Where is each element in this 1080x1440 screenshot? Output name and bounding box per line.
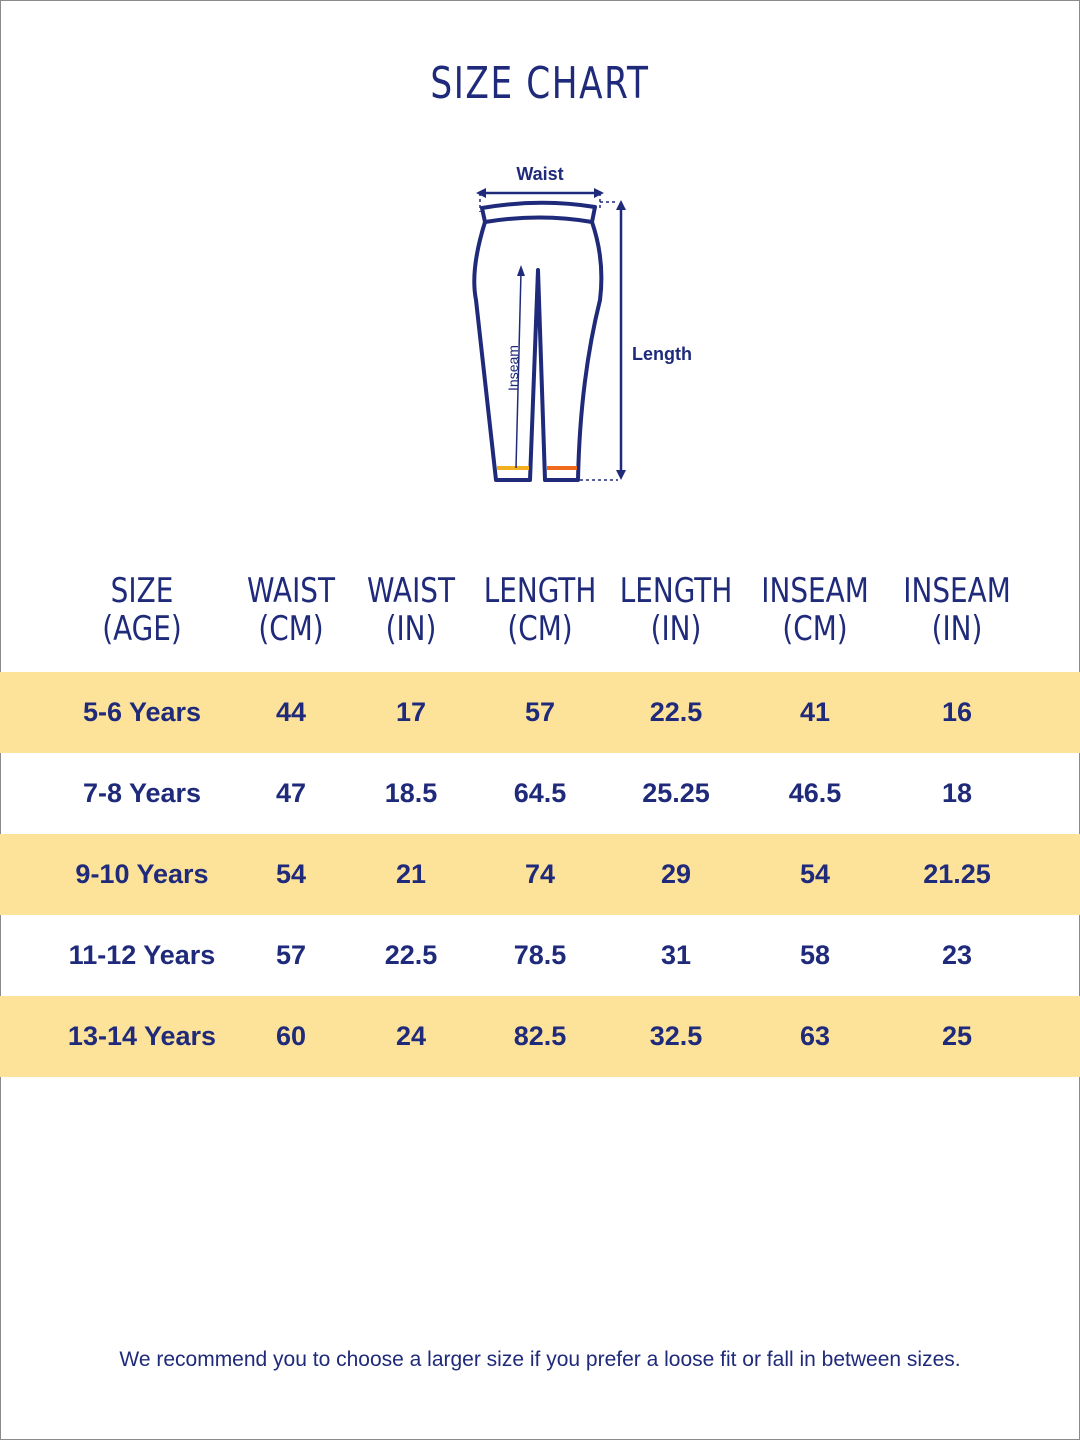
- cell-waist-cm: 44: [275, 697, 307, 727]
- header-line: SIZE: [110, 571, 174, 611]
- cell-waist-in: 24: [395, 1021, 427, 1051]
- cell-inseam-cm: 41: [799, 697, 831, 727]
- page-title: SIZE CHART: [430, 58, 650, 109]
- pants-diagram: [440, 150, 740, 500]
- cell-length-in: 25.25: [642, 778, 710, 808]
- length-arrowhead-bottom: [616, 470, 626, 480]
- cell-length-in: 29: [660, 859, 692, 889]
- inseam-arrowhead: [517, 265, 525, 276]
- waist-label: Waist: [516, 164, 564, 184]
- header-line: LENGTH: [483, 571, 597, 611]
- waist-arrowhead-left: [476, 188, 486, 198]
- length-arrowhead-top: [616, 200, 626, 210]
- cell-size: 13-14 Years: [67, 1021, 217, 1051]
- header-line: WAIST: [246, 571, 336, 611]
- size-table-body: [0, 672, 1080, 1077]
- pants-illustration: [440, 150, 740, 500]
- cell-waist-cm: 47: [275, 778, 307, 808]
- table-row: [0, 753, 1080, 834]
- header-line: INSEAM: [903, 571, 1011, 611]
- cell-length-in: 22.5: [649, 697, 703, 727]
- cell-waist-in: 18.5: [384, 778, 438, 808]
- cell-size: 5-6 Years: [82, 697, 202, 727]
- header-line: (IN): [931, 609, 983, 649]
- header-waist-cm: [234, 572, 349, 648]
- header-length-cm: [483, 572, 598, 648]
- header-line: (CM): [782, 609, 848, 649]
- cell-size: 9-10 Years: [75, 859, 209, 889]
- waistband: [482, 203, 595, 222]
- cell-length-cm: 64.5: [513, 778, 567, 808]
- header-waist-in: [354, 572, 469, 648]
- header-line: WAIST: [366, 571, 456, 611]
- table-row: [0, 834, 1080, 915]
- cell-waist-in: 22.5: [384, 940, 438, 970]
- header-length-in: [619, 572, 734, 648]
- cell-waist-cm: 57: [275, 940, 307, 970]
- header-line: LENGTH: [619, 571, 733, 611]
- fit-recommendation-note: We recommend you to choose a larger size if you prefer a loose fit or fall in between sizes.: [119, 1348, 961, 1371]
- header-size: [85, 572, 200, 648]
- header-line: (CM): [258, 609, 324, 649]
- cell-waist-cm: 54: [275, 859, 307, 889]
- table-row: [0, 996, 1080, 1077]
- cell-inseam-in: 16: [941, 697, 973, 727]
- header-line: (IN): [650, 609, 702, 649]
- cell-length-in: 31: [660, 940, 692, 970]
- cell-inseam-in: 23: [941, 940, 973, 970]
- header-inseam-cm: [758, 572, 873, 648]
- cell-inseam-cm: 58: [799, 940, 831, 970]
- header-line: (IN): [385, 609, 437, 649]
- cell-size: 7-8 Years: [82, 778, 202, 808]
- cell-waist-cm: 60: [275, 1021, 307, 1051]
- header-line: (AGE): [102, 609, 182, 649]
- cell-waist-in: 21: [395, 859, 427, 889]
- waist-arrowhead-right: [594, 188, 604, 198]
- table-row: [0, 672, 1080, 753]
- cell-inseam-cm: 63: [799, 1021, 831, 1051]
- pants-outline: [474, 222, 601, 480]
- cell-length-in: 32.5: [649, 1021, 703, 1051]
- table-header: [0, 572, 1080, 658]
- cell-size: 11-12 Years: [68, 940, 216, 970]
- cell-inseam-cm: 54: [799, 859, 831, 889]
- cell-waist-in: 17: [395, 697, 427, 727]
- inseam-label: Inseam: [505, 345, 521, 391]
- cell-length-cm: 74: [524, 859, 556, 889]
- table-row: [0, 915, 1080, 996]
- header-line: (CM): [507, 609, 573, 649]
- header-inseam-in: [900, 572, 1015, 648]
- cell-inseam-cm: 46.5: [788, 778, 842, 808]
- header-line: INSEAM: [761, 571, 869, 611]
- cell-length-cm: 82.5: [513, 1021, 567, 1051]
- length-label: Length: [632, 344, 692, 364]
- cell-inseam-in: 18: [941, 778, 973, 808]
- cell-inseam-in: 25: [941, 1021, 973, 1051]
- cell-length-cm: 78.5: [513, 940, 567, 970]
- cell-inseam-in: 21.25: [923, 859, 991, 889]
- cell-length-cm: 57: [524, 697, 556, 727]
